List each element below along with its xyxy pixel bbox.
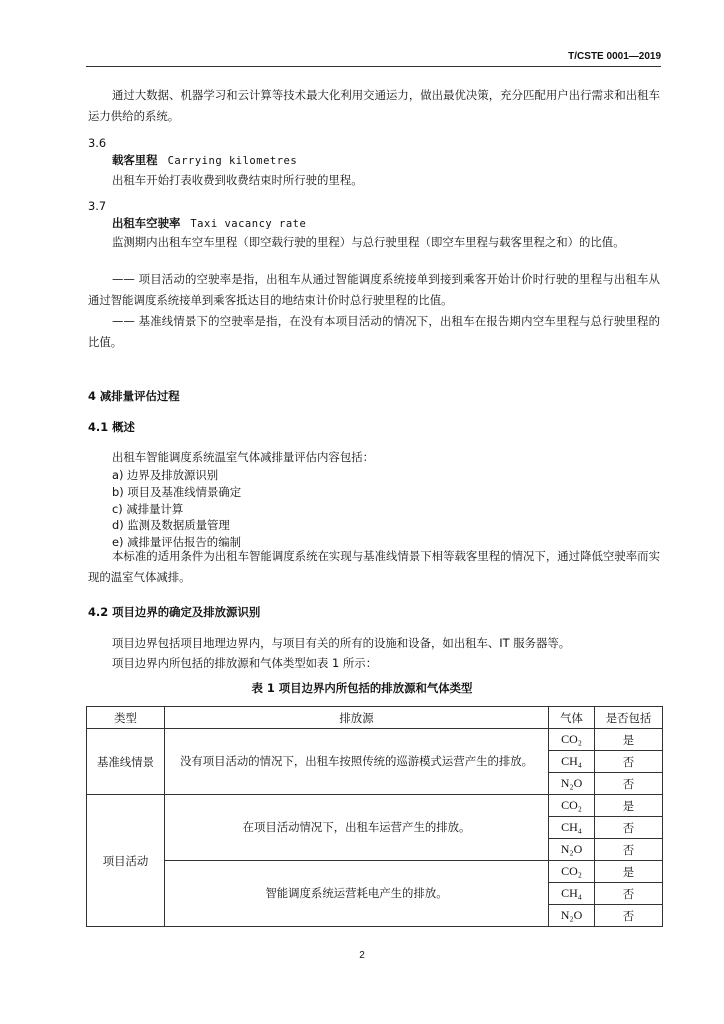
gas-cell: CH₄ <box>549 883 595 905</box>
table-row <box>87 795 663 817</box>
table-header: 排放源 <box>165 707 549 729</box>
table-row <box>87 729 663 751</box>
section-4-2-paragraph-1: 项目边界包括项目地理边界内，与项目有关的所有的设施和设备，如出租车、IT 服务器等。 <box>112 636 571 650</box>
list-item: b) 项目及基准线情景确定 <box>112 485 242 499</box>
page-number: 2 <box>359 950 365 961</box>
emission-sources-table <box>86 706 663 927</box>
gas-cell: CO₂ <box>549 795 595 817</box>
term-3-6-definition: 出租车开始打表收费到收费结束时所行驶的里程。 <box>112 173 363 187</box>
header-rule <box>86 66 661 67</box>
section-4-1-title: 4.1 概述 <box>88 420 135 434</box>
term-number-3-6: 3.6 <box>88 136 107 150</box>
gas-cell: CO₂ <box>549 861 595 883</box>
include-cell: 是 <box>595 729 663 751</box>
section-4-title: 4 减排量评估过程 <box>88 389 180 403</box>
gas-cell: N₂O <box>549 773 595 795</box>
gas-cell: N₂O <box>549 839 595 861</box>
term-3-7-cn: 出租车空驶率 <box>112 216 181 230</box>
section-4-1-paragraph: 本标准的适用条件为出租车智能调度系统在实现与基准线情景下相等载客里程的情况下，通过降低空驶率而实现的温室气体减排。 <box>88 549 660 584</box>
include-cell: 否 <box>595 883 663 905</box>
table-row <box>87 861 663 883</box>
include-cell: 否 <box>595 773 663 795</box>
include-cell: 否 <box>595 751 663 773</box>
list-item: e) 减排量评估报告的编制 <box>112 535 241 549</box>
table-header-row <box>87 707 663 729</box>
table-header: 气体 <box>549 707 595 729</box>
gas-cell: CO₂ <box>549 729 595 751</box>
term-3-7-definition: 监测期内出租车空车里程（即空载行驶的里程）与总行驶里程（即空车里程与载客里程之和）的比值。 <box>112 235 625 249</box>
gas-cell: CH₄ <box>549 751 595 773</box>
section-4-1-lead: 出租车智能调度系统温室气体减排量评估内容包括： <box>112 450 374 464</box>
list-item: d) 监测及数据质量管理 <box>112 518 230 532</box>
gas-cell: CH₄ <box>549 817 595 839</box>
intro-paragraph: 通过大数据、机器学习和云计算等技术最大化利用交通运力，做出最优决策，充分匹配用户出行需求和出租车运力供给的系统。 <box>88 88 660 123</box>
term-3-6-heading <box>88 152 660 169</box>
baseline-source: 没有项目活动的情况下，出租车按照传统的巡游模式运营产生的排放。 <box>165 729 549 795</box>
list-item: a) 边界及排放源识别 <box>112 468 219 482</box>
list-item: c) 减排量计算 <box>112 502 184 516</box>
term-3-7-note-project: —— 项目活动的空驶率是指，出租车从通过智能调度系统接单到接到乘客开始计价时行驶的里程与出租车从通过智能调度系统接单到乘客抵达目的地结束计价时总行驶里程的比值。 <box>88 272 660 307</box>
project-source-electricity: 智能调度系统运营耗电产生的排放。 <box>165 861 549 927</box>
include-cell: 是 <box>595 795 663 817</box>
term-number-3-7: 3.7 <box>88 199 107 213</box>
include-cell: 否 <box>595 817 663 839</box>
term-3-7-en: Taxi vacancy rate <box>190 218 307 230</box>
project-label: 项目活动 <box>87 795 165 927</box>
baseline-label: 基准线情景 <box>87 729 165 795</box>
table-header: 类型 <box>87 707 165 729</box>
term-3-6-en: Carrying kilometres <box>167 155 298 167</box>
include-cell: 是 <box>595 861 663 883</box>
term-3-7-heading <box>88 215 660 232</box>
standard-number: T/CSTE 0001—2019 <box>568 51 661 62</box>
include-cell: 否 <box>595 905 663 927</box>
table-caption: 表 1 项目边界内所包括的排放源和气体类型 <box>251 681 473 695</box>
term-3-7-note-baseline: —— 基准线情景下的空驶率是指，在没有本项目活动的情况下，出租车在报告期内空车里程与总行驶里程的比值。 <box>88 314 660 349</box>
table-header: 是否包括 <box>595 707 663 729</box>
term-3-6-cn: 载客里程 <box>112 153 158 167</box>
include-cell: 否 <box>595 839 663 861</box>
section-4-2-title: 4.2 项目边界的确定及排放源识别 <box>88 605 261 619</box>
project-source-operation: 在项目活动情况下，出租车运营产生的排放。 <box>165 795 549 861</box>
section-4-2-paragraph-2: 项目边界内所包括的排放源和气体类型如表 1 所示： <box>112 656 378 670</box>
gas-cell: N₂O <box>549 905 595 927</box>
